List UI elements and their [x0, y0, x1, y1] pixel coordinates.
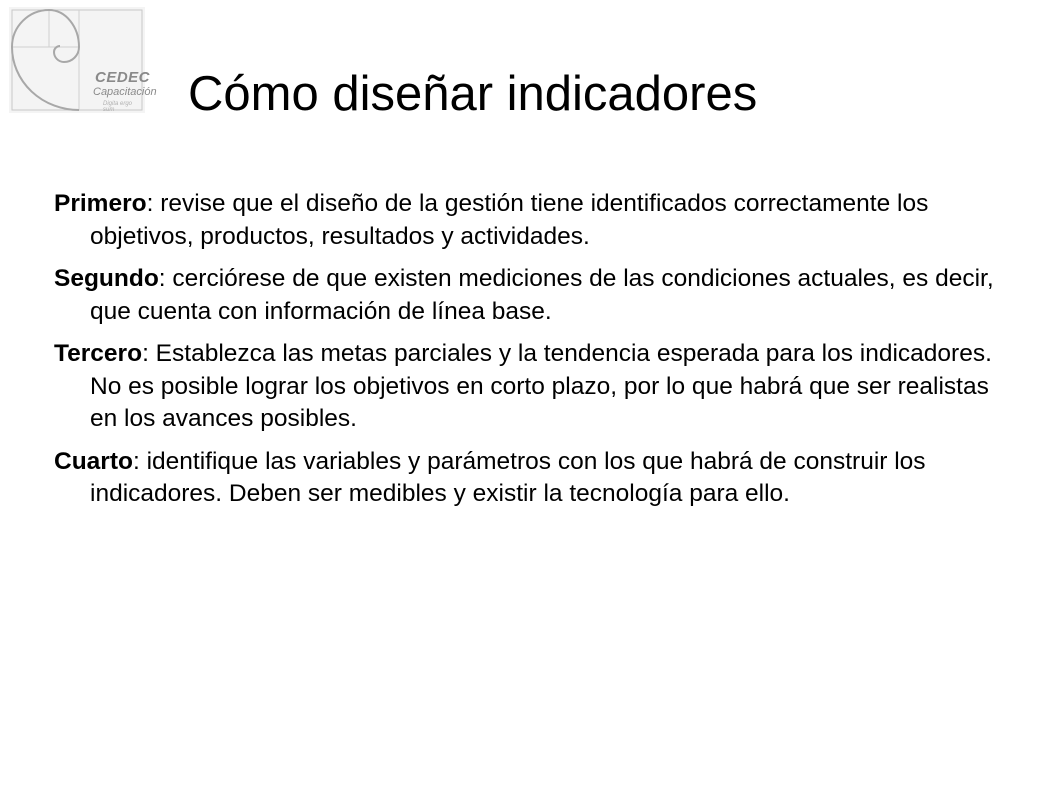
step-paragraph: [54, 446, 1004, 511]
step-text: : revise que el diseño de la gestión tiene identificados correctamente los objetivos, productos, resultados y actividades.: [90, 190, 929, 250]
slide-body: [54, 188, 1004, 521]
slide-title: Cómo diseñar indicadores: [188, 67, 758, 121]
cedec-logo: [9, 7, 157, 113]
step-label: Segundo: [54, 265, 159, 292]
step-text: : Establezca las metas parciales y la tendencia esperada para los indicadores. No es posible lograr los objetivos en corto plazo, por lo que habrá que ser realistas en los avances posibles.: [90, 340, 992, 432]
step-paragraph: [54, 188, 1004, 253]
step-label: Tercero: [54, 340, 143, 367]
step-paragraph: [54, 263, 1004, 328]
step-text: : identifique las variables y parámetros con los que habrá de construir los indicadores. Deben ser medibles y existir la tecnología para ello.: [90, 447, 926, 507]
step-paragraph: [54, 338, 1004, 436]
step-label: Cuarto: [54, 447, 133, 475]
logo-subtitle: Capacitación: [93, 86, 157, 98]
step-label: Primero: [54, 190, 147, 217]
step-text: : cerciórese de que existen mediciones de las condiciones actuales, es decir, que cuenta con información de línea base.: [90, 265, 994, 325]
logo-tagline: Digita ergo sum: [103, 101, 133, 113]
logo-name: CEDEC: [95, 69, 151, 86]
